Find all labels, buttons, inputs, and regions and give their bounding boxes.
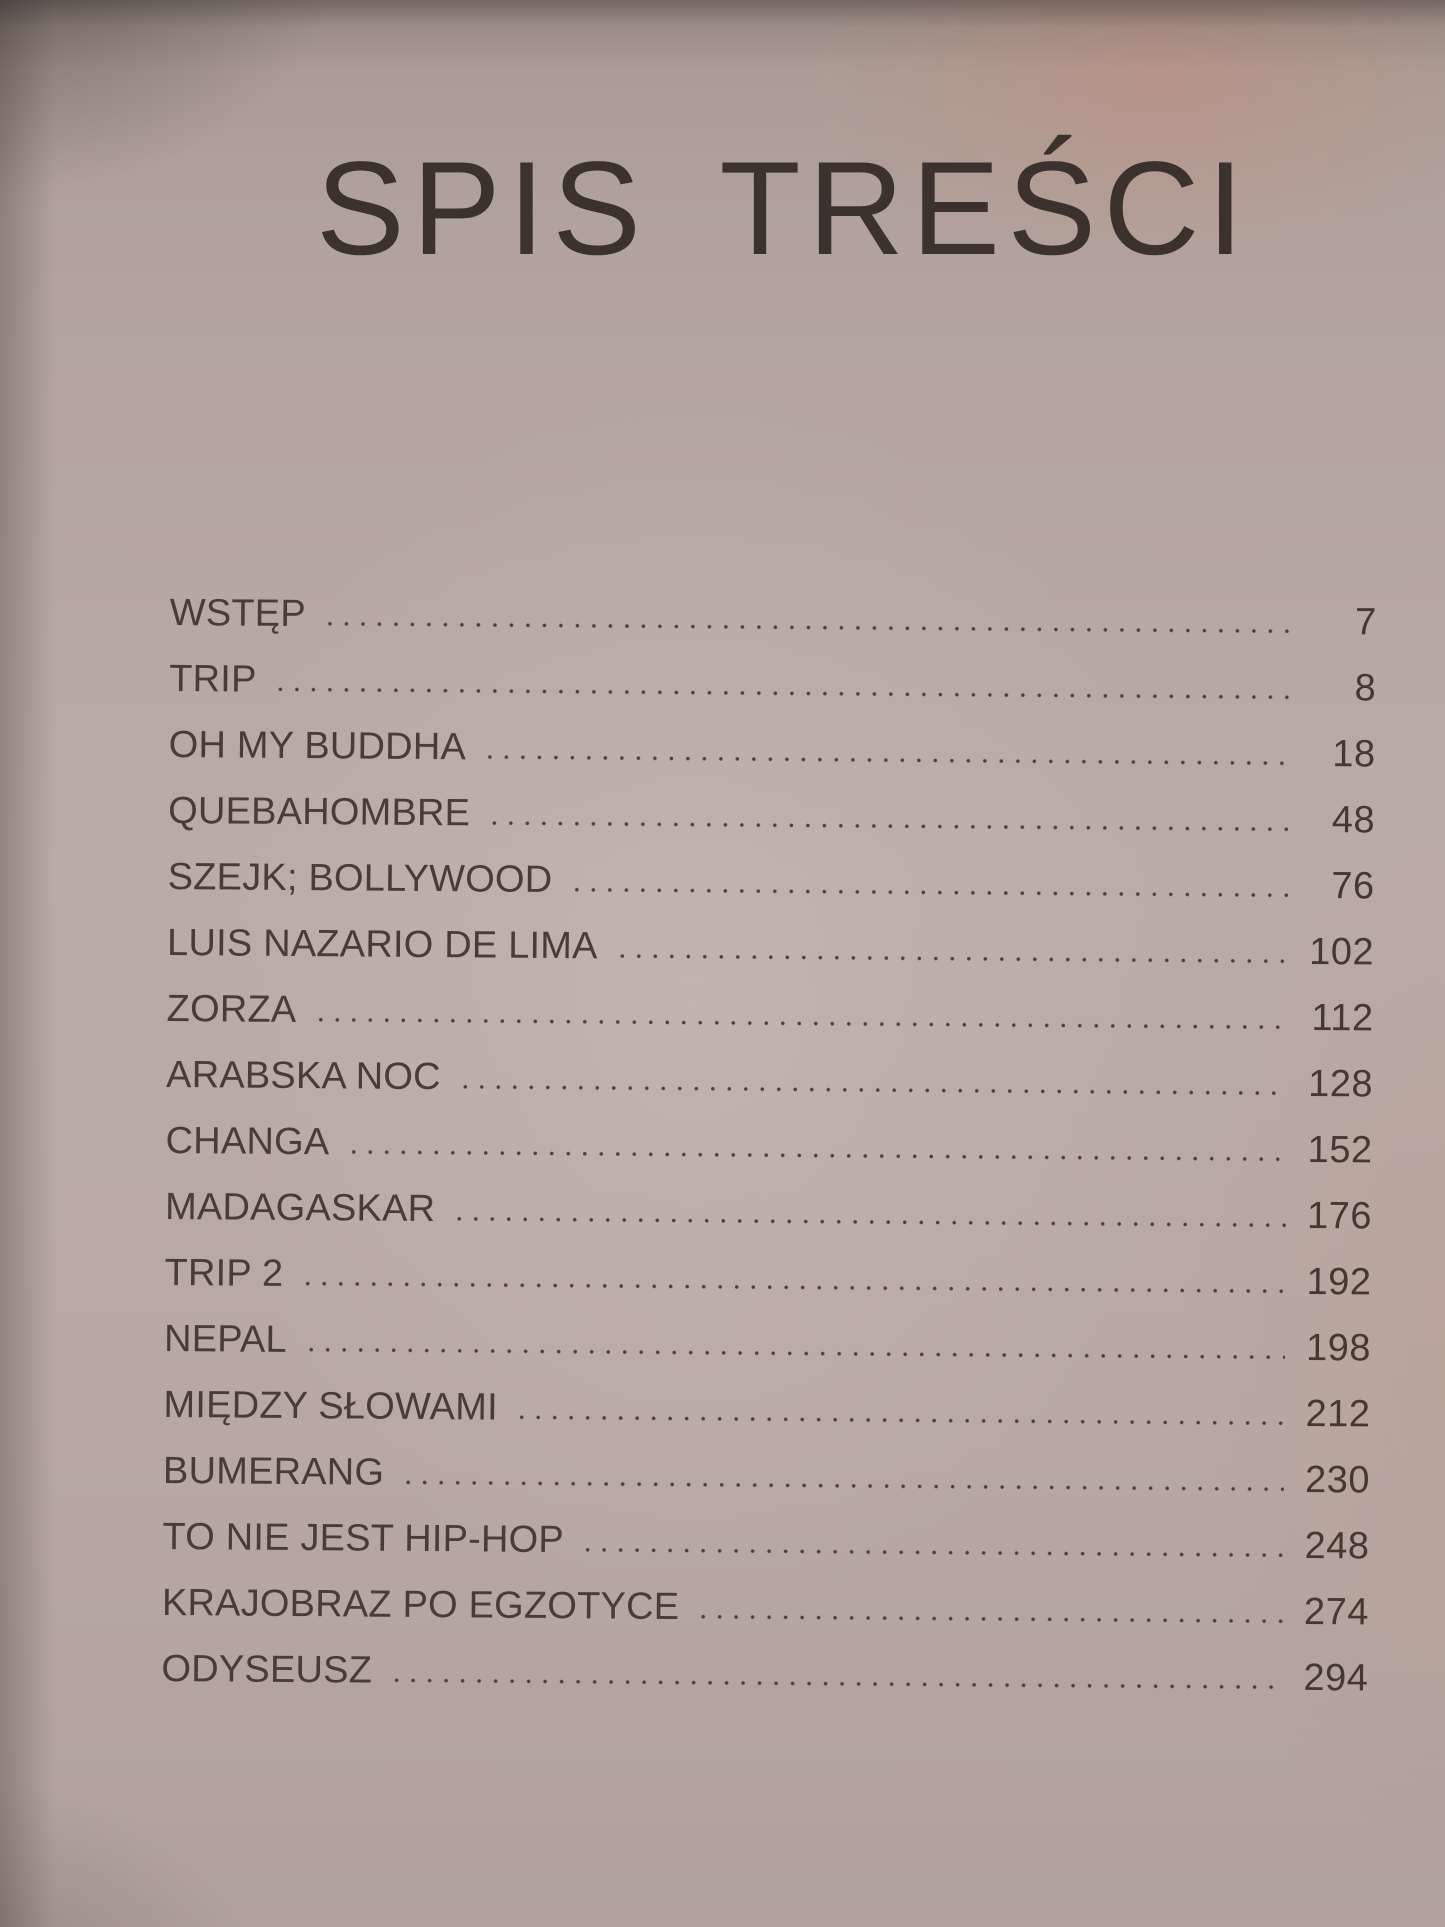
toc-entry-title: TRIP 2	[164, 1251, 284, 1295]
toc-entry-title: LUIS NAZARIO DE LIMA	[166, 921, 598, 968]
toc-entry-title: WSTĘP	[169, 591, 307, 636]
toc-entry	[165, 1108, 1372, 1183]
toc-entry-page: 48	[1331, 799, 1376, 842]
toc-entry-page: 230	[1304, 1458, 1371, 1502]
dot-leader	[388, 1678, 1282, 1690]
table-of-contents	[161, 580, 1377, 1711]
dot-leader	[580, 1547, 1284, 1558]
toc-entry-title: OH MY BUDDHA	[168, 723, 467, 769]
toc-entry	[166, 1042, 1373, 1117]
toc-entry	[168, 778, 1375, 853]
toc-entry	[164, 1306, 1371, 1381]
dot-leader	[303, 1347, 1285, 1360]
toc-entry-title: ARABSKA NOC	[165, 1053, 441, 1099]
toc-entry-page: 128	[1308, 1062, 1374, 1106]
toc-entry-title: SZEJK; BOLLYWOOD	[167, 855, 553, 902]
toc-entry	[161, 1636, 1368, 1711]
toc-entry	[165, 1174, 1372, 1249]
toc-entry-page: 18	[1332, 733, 1376, 776]
page-title: SPIS TREŚCI	[315, 135, 1252, 284]
toc-entry-title: CHANGA	[165, 1119, 330, 1164]
toc-entry-page: 152	[1307, 1128, 1373, 1172]
toc-entry-page: 8	[1354, 667, 1377, 710]
toc-entry-page: 192	[1306, 1260, 1372, 1304]
dot-leader	[272, 687, 1290, 700]
toc-entry-page: 198	[1305, 1326, 1372, 1370]
toc-entry	[162, 1504, 1369, 1579]
dot-leader	[486, 820, 1289, 831]
toc-entry-page: 7	[1354, 601, 1377, 644]
toc-entry	[164, 1240, 1371, 1315]
toc-entry	[167, 910, 1374, 985]
toc-entry-page: 76	[1331, 865, 1375, 908]
dot-leader	[299, 1281, 1285, 1294]
toc-entry-title: QUEBAHOMBRE	[168, 789, 471, 835]
dot-leader	[695, 1614, 1283, 1624]
toc-entry	[168, 712, 1375, 787]
toc-entry-page: 102	[1309, 930, 1375, 974]
toc-entry-page: 212	[1305, 1392, 1371, 1436]
dot-leader	[345, 1149, 1286, 1161]
toc-entry	[166, 976, 1373, 1051]
toc-entry-page: 112	[1311, 996, 1374, 1040]
toc-entry-title: NEPAL	[163, 1317, 287, 1361]
toc-entry-page: 274	[1303, 1590, 1370, 1634]
toc-entry	[162, 1570, 1369, 1645]
toc-entry-title: BUMERANG	[162, 1449, 385, 1494]
toc-entry-page: 248	[1304, 1524, 1370, 1568]
dot-leader	[451, 1216, 1286, 1228]
dot-leader	[614, 953, 1288, 963]
toc-entry	[163, 1438, 1370, 1513]
dot-leader	[482, 754, 1290, 765]
toc-entry-title: ZORZA	[166, 987, 297, 1032]
toc-entry-page: 294	[1303, 1656, 1369, 1700]
toc-entry-page: 176	[1306, 1194, 1373, 1238]
dot-leader	[568, 887, 1288, 898]
toc-entry	[169, 580, 1376, 655]
toc-entry	[169, 646, 1376, 721]
toc-entry	[167, 844, 1374, 919]
toc-entry	[163, 1372, 1370, 1447]
toc-entry-title: MIĘDZY SŁOWAMI	[163, 1383, 498, 1429]
dot-leader	[322, 621, 1291, 634]
toc-entry-title: ODYSEUSZ	[161, 1647, 373, 1692]
toc-entry-title: KRAJOBRAZ PO EGZOTYCE	[161, 1581, 680, 1629]
toc-entry-title: MADAGASKAR	[164, 1185, 436, 1231]
dot-leader	[400, 1480, 1284, 1492]
toc-entry-title: TO NIE JEST HIP-HOP	[162, 1515, 565, 1562]
dot-leader	[514, 1415, 1285, 1426]
dot-leader	[457, 1084, 1287, 1096]
dot-leader	[312, 1017, 1287, 1030]
toc-entry-title: TRIP	[169, 657, 257, 701]
